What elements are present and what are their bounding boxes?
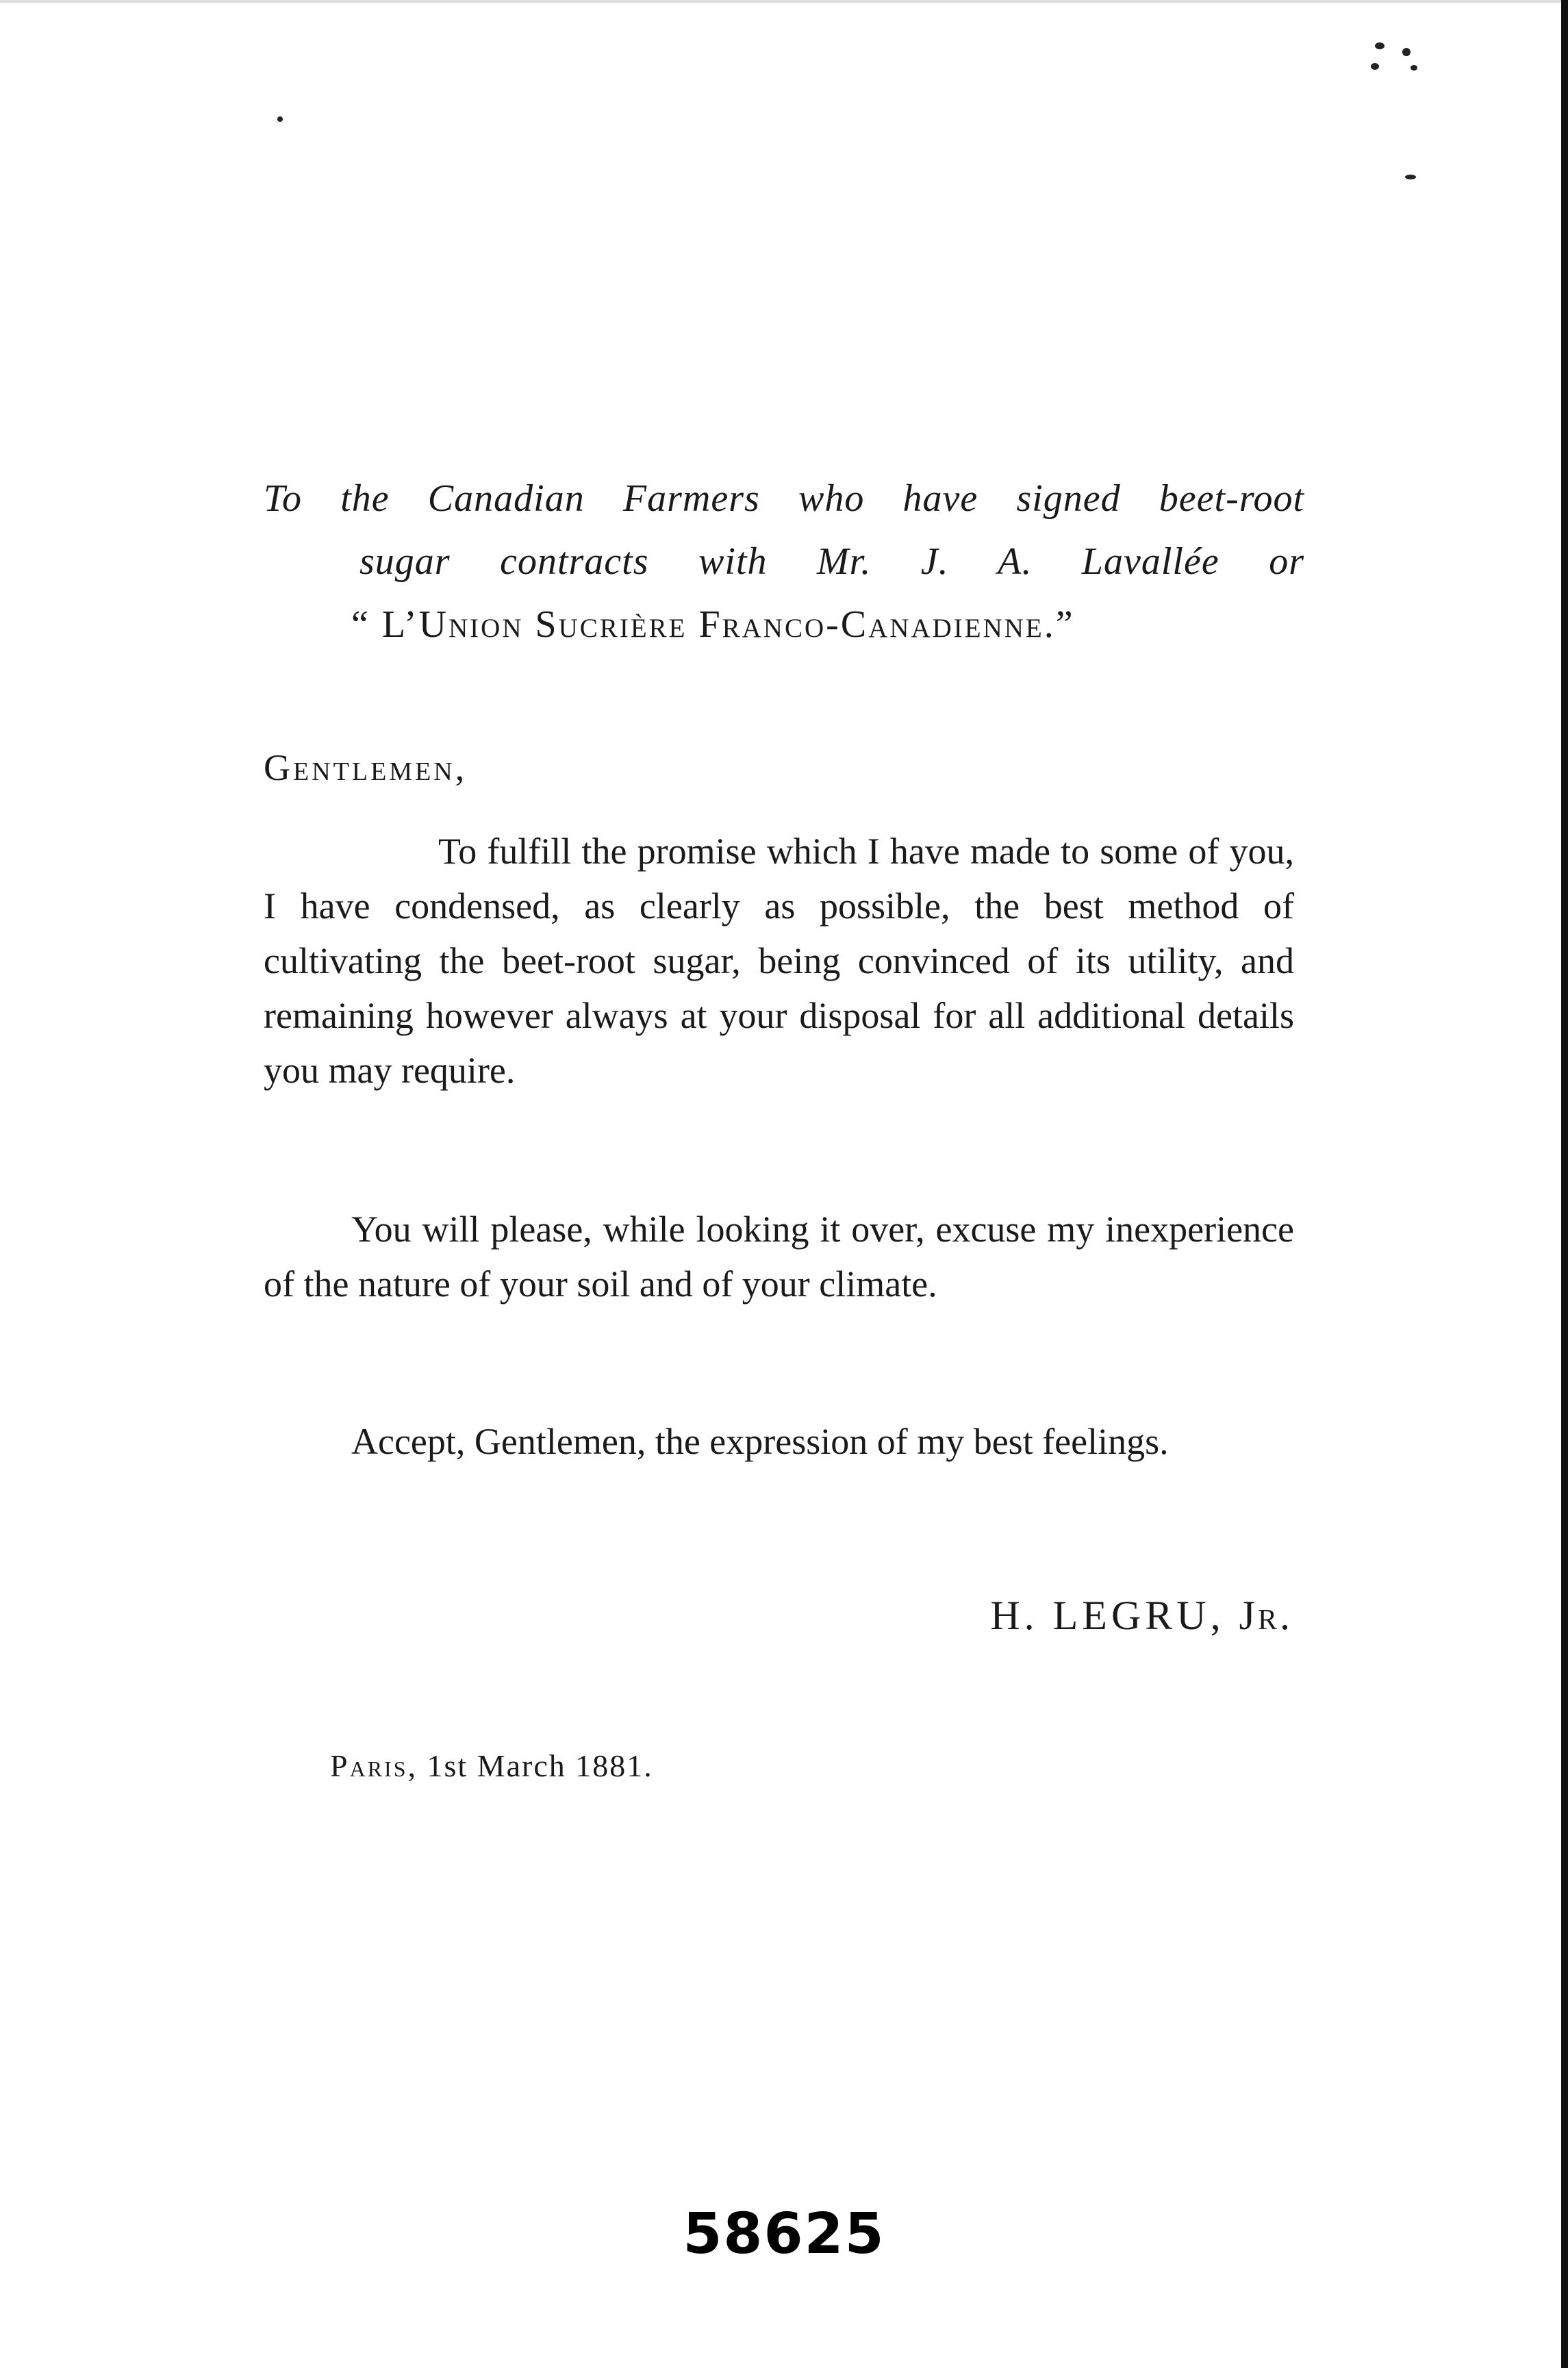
- address-block: [264, 467, 1304, 656]
- body-paragraph-1-text: To fulfill the promise which I have made to some of you, I have condensed, as clearly as possible, the best method of cultivating the beet-root sugar, being convinced of its utility, and remaining however always at your disposal for all additional details you may require.: [264, 831, 1294, 1091]
- place-city: Paris,: [330, 1748, 418, 1783]
- address-line-3: “ L’Union Sucrière Franco-Canadienne.”: [351, 603, 1075, 646]
- address-line-2: sugar contracts with Mr. J. A. Lavallée or: [359, 540, 1304, 583]
- letter-date: 1st March 1881.: [427, 1748, 653, 1783]
- scan-speck: [1402, 48, 1411, 56]
- place-date: [330, 1748, 653, 1784]
- salutation: Gentlemen,: [264, 747, 468, 788]
- scan-speck: [277, 116, 283, 122]
- scan-speck: [1411, 65, 1417, 71]
- body-paragraph-2-text: You will please, while looking it over, excuse my inexperience of the nature of your soil and of your climate.: [264, 1209, 1294, 1305]
- body-paragraph-3-text: Accept, Gentlemen, the expression of my best feelings.: [351, 1421, 1169, 1462]
- body-paragraph-2: [264, 1202, 1294, 1311]
- stamp-number: 58625: [683, 2202, 885, 2267]
- scan-speck: [1375, 42, 1384, 49]
- scan-top-edge: [0, 0, 1568, 3]
- scan-speck: [1405, 175, 1416, 179]
- scan-right-edge: [1561, 0, 1568, 2368]
- signature-name: H. LEGRU,: [990, 1593, 1225, 1638]
- address-line-1: To the Canadian Farmers who have signed beet-root: [264, 477, 1304, 520]
- body-paragraph-3: [264, 1414, 1294, 1469]
- signature: [990, 1592, 1293, 1639]
- signature-suffix: Jr.: [1239, 1593, 1293, 1638]
- body-paragraph-1: [264, 824, 1294, 1098]
- scan-speck: [1371, 63, 1379, 70]
